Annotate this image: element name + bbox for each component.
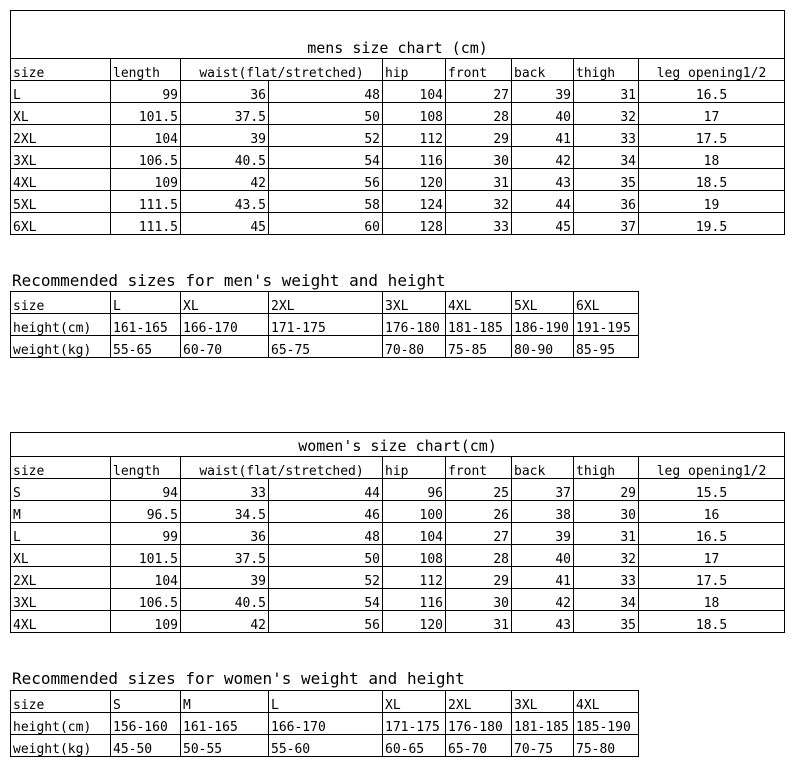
value-cell: 39 [512, 523, 574, 545]
value-cell: 176-180 [446, 713, 512, 735]
value-cell: L [111, 292, 181, 314]
value-cell: 19 [639, 191, 785, 213]
value-cell: 31 [574, 81, 639, 103]
value-cell: 42 [181, 611, 269, 633]
value-cell: 27 [446, 523, 512, 545]
value-cell: 5XL [512, 292, 574, 314]
value-cell: 96.5 [111, 501, 181, 523]
value-cell: 17 [639, 103, 785, 125]
value-cell: 18 [639, 589, 785, 611]
value-cell: 176-180 [383, 314, 446, 336]
value-cell: 3XL [512, 691, 574, 713]
value-cell: 35 [574, 169, 639, 191]
value-cell: 19.5 [639, 213, 785, 235]
header-cell: waist(flat/stretched) [181, 59, 383, 81]
value-cell: 108 [383, 545, 446, 567]
value-cell: XL [181, 292, 269, 314]
value-cell: 112 [383, 567, 446, 589]
header-cell: front [446, 59, 512, 81]
header-cell: leg opening1/2 [639, 457, 785, 479]
value-cell: 4XL [446, 292, 512, 314]
value-cell: 70-75 [512, 735, 574, 757]
value-cell: 116 [383, 589, 446, 611]
value-cell: 55-60 [269, 735, 383, 757]
value-cell: 120 [383, 169, 446, 191]
value-cell: 52 [269, 567, 383, 589]
table-row [11, 169, 785, 191]
size-cell: M [11, 501, 111, 523]
value-cell: 37 [512, 479, 574, 501]
header-cell: front [446, 457, 512, 479]
value-cell: 30 [446, 589, 512, 611]
mens-size-chart-table [10, 10, 785, 235]
value-cell: 32 [574, 103, 639, 125]
header-cell: back [512, 59, 574, 81]
value-cell: 75-80 [574, 735, 639, 757]
row-label-cell: size [11, 292, 111, 314]
header-cell: length [111, 59, 181, 81]
value-cell: 124 [383, 191, 446, 213]
value-cell: 40.5 [181, 147, 269, 169]
value-cell: 44 [512, 191, 574, 213]
value-cell: 33 [181, 479, 269, 501]
header-cell: size [11, 457, 111, 479]
value-cell: 44 [269, 479, 383, 501]
value-cell: 16.5 [639, 523, 785, 545]
value-cell: 26 [446, 501, 512, 523]
value-cell: 18.5 [639, 169, 785, 191]
value-cell: 28 [446, 545, 512, 567]
value-cell: 185-190 [574, 713, 639, 735]
value-cell: 171-175 [383, 713, 446, 735]
value-cell: 17 [639, 545, 785, 567]
mens-recommended-rows [11, 292, 639, 358]
value-cell: L [269, 691, 383, 713]
value-cell: 2XL [446, 691, 512, 713]
value-cell: 54 [269, 589, 383, 611]
value-cell: 109 [111, 611, 181, 633]
value-cell: 186-190 [512, 314, 574, 336]
size-cell: 6XL [11, 213, 111, 235]
table-row [11, 735, 639, 757]
value-cell: 40 [512, 103, 574, 125]
value-cell: 25 [446, 479, 512, 501]
value-cell: XL [383, 691, 446, 713]
table-row [11, 292, 639, 314]
value-cell: 41 [512, 125, 574, 147]
value-cell: 37.5 [181, 103, 269, 125]
value-cell: 39 [181, 567, 269, 589]
womens-header-row [11, 457, 785, 479]
table-row [11, 567, 785, 589]
table-row [11, 147, 785, 169]
value-cell: 36 [181, 523, 269, 545]
table-row [11, 213, 785, 235]
womens-recommended-table [10, 690, 639, 757]
value-cell: 45 [181, 213, 269, 235]
value-cell: 31 [574, 523, 639, 545]
value-cell: 41 [512, 567, 574, 589]
value-cell: 16 [639, 501, 785, 523]
value-cell: 70-80 [383, 336, 446, 358]
value-cell: 60-65 [383, 735, 446, 757]
header-cell: thigh [574, 59, 639, 81]
value-cell: 104 [383, 81, 446, 103]
table-row [11, 691, 639, 713]
value-cell: 31 [446, 611, 512, 633]
value-cell: 111.5 [111, 191, 181, 213]
value-cell: 96 [383, 479, 446, 501]
value-cell: 38 [512, 501, 574, 523]
value-cell: 80-90 [512, 336, 574, 358]
row-label-cell: weight(kg) [11, 735, 111, 757]
value-cell: 18.5 [639, 611, 785, 633]
womens-size-chart-table [10, 432, 785, 633]
value-cell: 37.5 [181, 545, 269, 567]
value-cell: M [181, 691, 269, 713]
womens-recommended-title: Recommended sizes for women's weight and height [12, 669, 465, 688]
womens-size-rows [11, 479, 785, 633]
value-cell: 58 [269, 191, 383, 213]
value-cell: 111.5 [111, 213, 181, 235]
mens-size-rows [11, 81, 785, 235]
value-cell: 104 [383, 523, 446, 545]
value-cell: 33 [446, 213, 512, 235]
value-cell: 34 [574, 589, 639, 611]
value-cell: 52 [269, 125, 383, 147]
value-cell: 120 [383, 611, 446, 633]
value-cell: 60-70 [181, 336, 269, 358]
size-cell: 4XL [11, 611, 111, 633]
size-cell: XL [11, 545, 111, 567]
value-cell: 181-185 [446, 314, 512, 336]
size-cell: 2XL [11, 567, 111, 589]
value-cell: 46 [269, 501, 383, 523]
header-cell: hip [383, 457, 446, 479]
value-cell: 18 [639, 147, 785, 169]
value-cell: 29 [574, 479, 639, 501]
value-cell: 37 [574, 213, 639, 235]
row-label-cell: weight(kg) [11, 336, 111, 358]
value-cell: 45 [512, 213, 574, 235]
value-cell: 50 [269, 545, 383, 567]
table-row [11, 479, 785, 501]
value-cell: 42 [181, 169, 269, 191]
value-cell: 3XL [383, 292, 446, 314]
value-cell: 104 [111, 567, 181, 589]
womens-recommended-rows [11, 691, 639, 757]
value-cell: 42 [512, 589, 574, 611]
value-cell: 166-170 [181, 314, 269, 336]
table-row [11, 336, 639, 358]
value-cell: 40 [512, 545, 574, 567]
size-cell: S [11, 479, 111, 501]
table-row [11, 314, 639, 336]
value-cell: 161-165 [181, 713, 269, 735]
value-cell: 45-50 [111, 735, 181, 757]
header-cell: hip [383, 59, 446, 81]
mens-title-row [11, 11, 785, 59]
size-cell: 3XL [11, 147, 111, 169]
value-cell: 166-170 [269, 713, 383, 735]
value-cell: 128 [383, 213, 446, 235]
table-row [11, 501, 785, 523]
value-cell: 35 [574, 611, 639, 633]
value-cell: 42 [512, 147, 574, 169]
table-row [11, 191, 785, 213]
value-cell: 33 [574, 125, 639, 147]
value-cell: 85-95 [574, 336, 639, 358]
table-row [11, 103, 785, 125]
mens-recommended-title: Recommended sizes for men's weight and height [12, 271, 446, 290]
value-cell: 2XL [269, 292, 383, 314]
value-cell: 34 [574, 147, 639, 169]
value-cell: 65-75 [269, 336, 383, 358]
value-cell: 29 [446, 567, 512, 589]
value-cell: 181-185 [512, 713, 574, 735]
value-cell: 48 [269, 523, 383, 545]
header-cell: thigh [574, 457, 639, 479]
mens-size-chart-title: mens size chart (cm) [11, 11, 785, 59]
value-cell: 109 [111, 169, 181, 191]
value-cell: 17.5 [639, 125, 785, 147]
value-cell: 30 [574, 501, 639, 523]
mens-recommended-table [10, 291, 639, 358]
value-cell: 108 [383, 103, 446, 125]
value-cell: 100 [383, 501, 446, 523]
value-cell: 60 [269, 213, 383, 235]
table-row [11, 523, 785, 545]
value-cell: 16.5 [639, 81, 785, 103]
size-cell: L [11, 81, 111, 103]
size-cell: 5XL [11, 191, 111, 213]
value-cell: 56 [269, 169, 383, 191]
value-cell: 101.5 [111, 545, 181, 567]
table-row [11, 125, 785, 147]
value-cell: 30 [446, 147, 512, 169]
value-cell: 31 [446, 169, 512, 191]
value-cell: 39 [181, 125, 269, 147]
table-row [11, 81, 785, 103]
header-cell: back [512, 457, 574, 479]
size-cell: L [11, 523, 111, 545]
value-cell: 55-65 [111, 336, 181, 358]
value-cell: 32 [446, 191, 512, 213]
size-cell: 4XL [11, 169, 111, 191]
value-cell: 32 [574, 545, 639, 567]
row-label-cell: size [11, 691, 111, 713]
value-cell: 99 [111, 523, 181, 545]
value-cell: 54 [269, 147, 383, 169]
row-label-cell: height(cm) [11, 713, 111, 735]
value-cell: 4XL [574, 691, 639, 713]
value-cell: 50-55 [181, 735, 269, 757]
value-cell: 28 [446, 103, 512, 125]
row-label-cell: height(cm) [11, 314, 111, 336]
header-cell: leg opening1/2 [639, 59, 785, 81]
womens-size-chart-title: women's size chart(cm) [11, 433, 785, 457]
value-cell: 34.5 [181, 501, 269, 523]
table-row [11, 611, 785, 633]
value-cell: 161-165 [111, 314, 181, 336]
value-cell: 36 [574, 191, 639, 213]
value-cell: 99 [111, 81, 181, 103]
value-cell: 94 [111, 479, 181, 501]
value-cell: 50 [269, 103, 383, 125]
header-cell: size [11, 59, 111, 81]
header-cell: length [111, 457, 181, 479]
value-cell: 106.5 [111, 147, 181, 169]
value-cell: 43 [512, 611, 574, 633]
value-cell: 39 [512, 81, 574, 103]
value-cell: 17.5 [639, 567, 785, 589]
value-cell: 156-160 [111, 713, 181, 735]
value-cell: 27 [446, 81, 512, 103]
size-cell: 3XL [11, 589, 111, 611]
womens-title-row [11, 433, 785, 457]
size-cell: 2XL [11, 125, 111, 147]
value-cell: 75-85 [446, 336, 512, 358]
value-cell: 116 [383, 147, 446, 169]
value-cell: 112 [383, 125, 446, 147]
value-cell: 104 [111, 125, 181, 147]
value-cell: 15.5 [639, 479, 785, 501]
value-cell: 48 [269, 81, 383, 103]
value-cell: 65-70 [446, 735, 512, 757]
value-cell: 43 [512, 169, 574, 191]
value-cell: 191-195 [574, 314, 639, 336]
value-cell: 29 [446, 125, 512, 147]
value-cell: S [111, 691, 181, 713]
value-cell: 6XL [574, 292, 639, 314]
table-row [11, 713, 639, 735]
header-cell: waist(flat/stretched) [181, 457, 383, 479]
value-cell: 171-175 [269, 314, 383, 336]
value-cell: 33 [574, 567, 639, 589]
value-cell: 101.5 [111, 103, 181, 125]
value-cell: 43.5 [181, 191, 269, 213]
mens-header-row [11, 59, 785, 81]
value-cell: 36 [181, 81, 269, 103]
value-cell: 106.5 [111, 589, 181, 611]
table-row [11, 545, 785, 567]
table-row [11, 589, 785, 611]
value-cell: 56 [269, 611, 383, 633]
value-cell: 40.5 [181, 589, 269, 611]
size-cell: XL [11, 103, 111, 125]
